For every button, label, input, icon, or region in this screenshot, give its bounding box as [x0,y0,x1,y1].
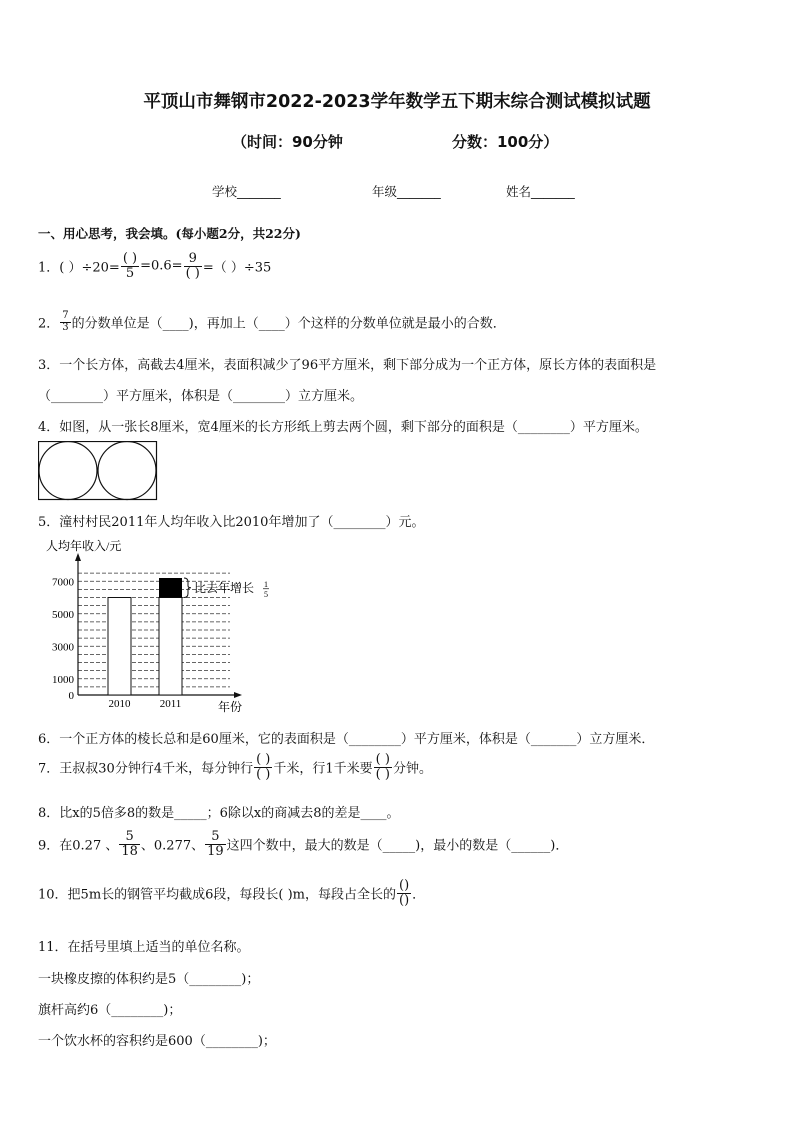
question-11-line2: 旗杆高约6（________)； [38,1003,182,1018]
y-tick-label: 0 [68,690,74,702]
question-4: 4．如图，从一张长8厘米，宽4厘米的长方形纸上剪去两个圆，剩下部分的面积是（________）平方厘米。 [38,420,648,435]
question-3-line2: （________）平方厘米，体积是（________）立方厘米。 [38,389,364,404]
y-axis-arrow [75,553,81,561]
y-tick-label: 3000 [52,641,74,654]
income-bar-chart [38,535,278,720]
school-field: 学校_______ [212,184,281,199]
grade-field: 年级_______ [372,184,441,199]
name-field: 姓名_______ [506,184,575,199]
question-7: 7．王叔叔30分钟行4千米，每分钟行 $\frac{( )}{( )}$ 千米，行1千米要 $\frac{( )}{( )}$ 分钟。 [38,752,432,782]
chart-xlabel: 年份 [218,700,243,714]
question-11-line3: 一个饮水杯的容积约是600（________)； [38,1034,276,1049]
x-axis-arrow [234,692,242,698]
x-tick-label: 2010 [108,698,131,710]
x-tick-label: 2011 [159,698,182,710]
question-6: 6．一个正方体的棱长总和是60厘米，它的表面积是（________）平方厘米，体积是（_______）立方厘米． [38,732,655,747]
y-tick-label: 5000 [52,608,74,621]
exam-time: （时间：90分钟 [232,133,343,151]
rectangle-circles-figure [38,441,158,501]
bar-increase-2011 [159,578,182,598]
question-3-line1: 3．一个长方体，高截去4厘米，表面积减少了96平方厘米，剩下部分成为一个正方体，原长方体的表面积是 [38,358,657,373]
question-10: 10．把5m长的钢管平均截成6段，每段长( )m，每段占全长的 $\frac{()}{()}$ ． [38,878,426,908]
bar-2010 [108,598,131,696]
bar-2011 [159,598,182,696]
annotation-text: 比去年增长 [194,580,255,595]
question-1: 1．( ）÷20= $\frac{( )}{5}$ =0.6= $\frac{9}{( )}$ =（ ）÷35 [38,251,272,281]
chart-ylabel: 人均年收入/元 [46,539,122,553]
question-9: 9．在0.27 、 $\frac{5}{18}$ 、0.277、 $\frac{5}{19}$ 这四个数中，最大的数是（_____)，最小的数是（______)． [38,829,569,859]
annotation-frac-num: 1 [264,579,268,589]
question-11: 11．在括号里填上适当的单位名称。 [38,940,250,955]
y-tick-label: 7000 [52,576,74,589]
question-5: 5．潼村村民2011年人均年收入比2010年增加了（________）元。 [38,515,425,530]
question-8: 8．比x的5倍多8的数是_____；6除以x的商减去8的差是____。 [38,806,400,821]
question-11-line1: 一块橡皮擦的体积约是5（________)； [38,972,260,987]
section-heading: 一、用心思考，我会填。(每小题2分，共22分) [38,226,301,241]
y-tick-label: 1000 [52,673,74,686]
question-2: 2． $\frac{7}{3}$ 的分数单位是（____)，再加上（____）个这样的分数单位就是最小的合数． [38,310,506,333]
page-title: 平顶山市舞钢市2022-2023学年数学五下期末综合测试模拟试题 [143,92,651,112]
exam-score: 分数：100分） [452,133,559,151]
annotation-frac-den: 5 [264,589,268,599]
